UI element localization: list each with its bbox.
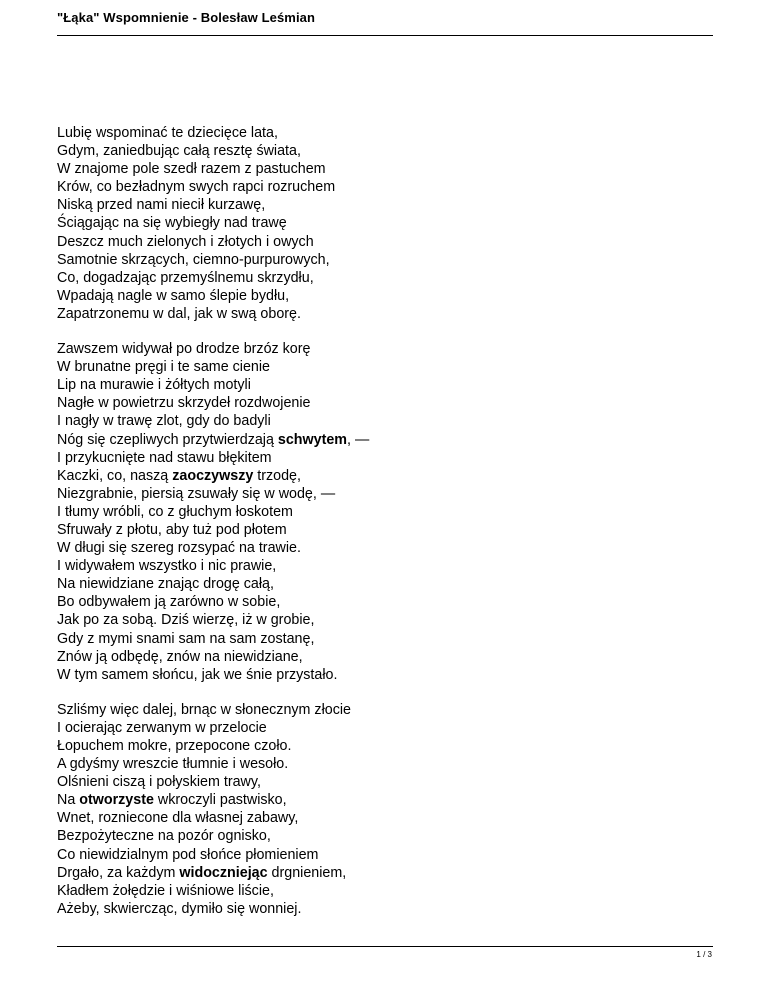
line-text: Zawszem widywał po drodze brzóz korę — [57, 341, 311, 358]
bold-word: otworzyste — [79, 792, 154, 809]
poem-line — [57, 485, 697, 503]
bold-word: widoczniejąc — [179, 864, 268, 881]
poem-line — [57, 449, 697, 467]
page-title: "Łąka" Wspomnienie - Bolesław Leśmian — [57, 10, 316, 25]
line-text: I ocierając zerwanym w przelocie — [57, 719, 267, 736]
poem-line — [57, 773, 697, 791]
line-text: wkroczyli pastwisko, — [153, 792, 287, 809]
line-text: Co niewidzialnym pod słońce płomieniem — [57, 846, 319, 863]
poem-line — [57, 269, 697, 287]
page-number: 1 / 3 — [696, 950, 712, 959]
poem-line — [57, 233, 697, 251]
poem-line — [57, 160, 697, 178]
poem-line — [57, 178, 697, 196]
poem-line — [57, 539, 697, 557]
poem-line — [57, 575, 697, 593]
line-text: Niską przed nami niecił kurzawę, — [57, 197, 266, 214]
poem-body — [57, 124, 697, 935]
poem-line — [57, 737, 697, 755]
line-text: Deszcz much zielonych i złotych i owych — [57, 233, 314, 250]
poem-line — [57, 196, 697, 214]
line-text: , — — [347, 431, 370, 448]
poem-line — [57, 611, 697, 629]
line-text: I widywałem wszystko i nic prawie, — [57, 558, 277, 575]
line-text: Ażeby, skwiercząc, dymiło się wonniej. — [57, 900, 302, 917]
line-text: Kładłem żołędzie i wiśniowe liście, — [57, 882, 274, 899]
poem-line — [57, 827, 697, 845]
line-text: Olśnieni ciszą i połyskiem trawy, — [57, 774, 261, 791]
line-text: Gdy z mymi snami sam na sam zostanę, — [57, 630, 315, 647]
poem-line — [57, 431, 697, 449]
poem-line — [57, 900, 697, 918]
line-text: Zapatrzonemu w dal, jak w swą oborę. — [57, 305, 301, 322]
poem-line — [57, 376, 697, 394]
line-text: Wpadają nagle w samo ślepie bydłu, — [57, 287, 290, 304]
line-text: Na niewidziane znając drogę całą, — [57, 576, 274, 593]
poem-line — [57, 124, 697, 142]
poem-line — [57, 666, 697, 684]
line-text: Samotnie skrzących, ciemno-purpurowych, — [57, 251, 330, 268]
footer-divider — [57, 946, 713, 947]
line-text: I przykucnięte nad stawu błękitem — [57, 449, 272, 466]
poem-line — [57, 251, 697, 269]
line-text: Łopuchem mokre, przepocone czoło. — [57, 738, 292, 754]
poem-line — [57, 340, 697, 358]
poem-line — [57, 593, 697, 611]
poem-line — [57, 809, 697, 827]
poem-line — [57, 521, 697, 539]
poem-line — [57, 412, 697, 430]
line-text: Bo odbywałem ją zarówno w sobie, — [57, 594, 281, 611]
line-text: Lubię wspominać te dziecięce lata, — [57, 125, 278, 141]
line-text: Jak po za sobą. Dziś wierzę, iż w grobie, — [57, 612, 315, 629]
poem-line — [57, 557, 697, 575]
stanza — [57, 340, 697, 684]
bold-word: schwytem — [277, 431, 348, 448]
line-text: Na — [57, 792, 80, 809]
poem-line — [57, 882, 697, 900]
line-text: I tłumy wróbli, co z głuchym łoskotem — [57, 503, 293, 520]
line-text: Drgało, za każdym — [57, 864, 180, 881]
stanza — [57, 701, 697, 918]
poem-line — [57, 755, 697, 773]
poem-line — [57, 791, 697, 809]
line-text: Niezgrabnie, piersią zsuwały się w wodę, — — [57, 485, 336, 502]
line-text: Lip na murawie i żółtych motyli — [57, 377, 251, 394]
line-text: Ściągając na się wybiegły nad trawę — [57, 215, 287, 232]
poem-line — [57, 394, 697, 412]
line-text: I nagły w trawę zlot, gdy do badyli — [57, 413, 271, 430]
poem-line — [57, 701, 697, 719]
line-text: Bezpożyteczne na pozór ognisko, — [57, 828, 271, 845]
line-text: Szliśmy więc dalej, brnąc w słonecznym złocie — [57, 701, 351, 718]
line-text: W długi się szereg rozsypać na trawie. — [57, 540, 301, 557]
poem-line — [57, 846, 697, 864]
poem-line — [57, 142, 697, 160]
line-text: W tym samem słońcu, jak we śnie przystało. — [57, 666, 338, 683]
line-text: Kaczki, co, naszą — [57, 467, 173, 484]
line-text: Gdym, zaniedbując całą resztę świata, — [57, 143, 301, 160]
poem-line — [57, 719, 697, 737]
line-text: W brunatne pręgi i te same cienie — [57, 359, 270, 376]
line-text: W znajome pole szedł razem z pastuchem — [57, 161, 326, 178]
poem-line — [57, 358, 697, 376]
line-text: Znów ją odbędę, znów na niewidziane, — [57, 648, 303, 665]
line-text: Wnet, rozniecone dla własnej zabawy, — [57, 810, 299, 827]
poem-line — [57, 503, 697, 521]
poem-line — [57, 287, 697, 305]
poem-line — [57, 630, 697, 648]
poem-line — [57, 648, 697, 666]
poem-line — [57, 305, 697, 323]
line-text: Krów, co bezładnym swych rapci rozruchem — [57, 179, 336, 196]
poem-line — [57, 864, 697, 882]
header-divider — [57, 35, 713, 36]
bold-word: zaoczywszy — [172, 467, 254, 484]
line-text: Sfruwały z płotu, aby tuż pod płotem — [57, 521, 287, 538]
line-text: Co, dogadzając przemyślnemu skrzydłu, — [57, 269, 314, 286]
poem-line — [57, 214, 697, 232]
line-text: Nagłe w powietrzu skrzydeł rozdwojenie — [57, 395, 311, 412]
stanza — [57, 124, 697, 323]
line-text: A gdyśmy wreszcie tłumnie i wesoło. — [57, 756, 289, 773]
line-text: Nóg się czepliwych przytwierdzają — [57, 431, 278, 448]
line-text: trzodę, — [253, 467, 301, 484]
line-text: drgnieniem, — [267, 864, 347, 881]
poem-line — [57, 467, 697, 485]
